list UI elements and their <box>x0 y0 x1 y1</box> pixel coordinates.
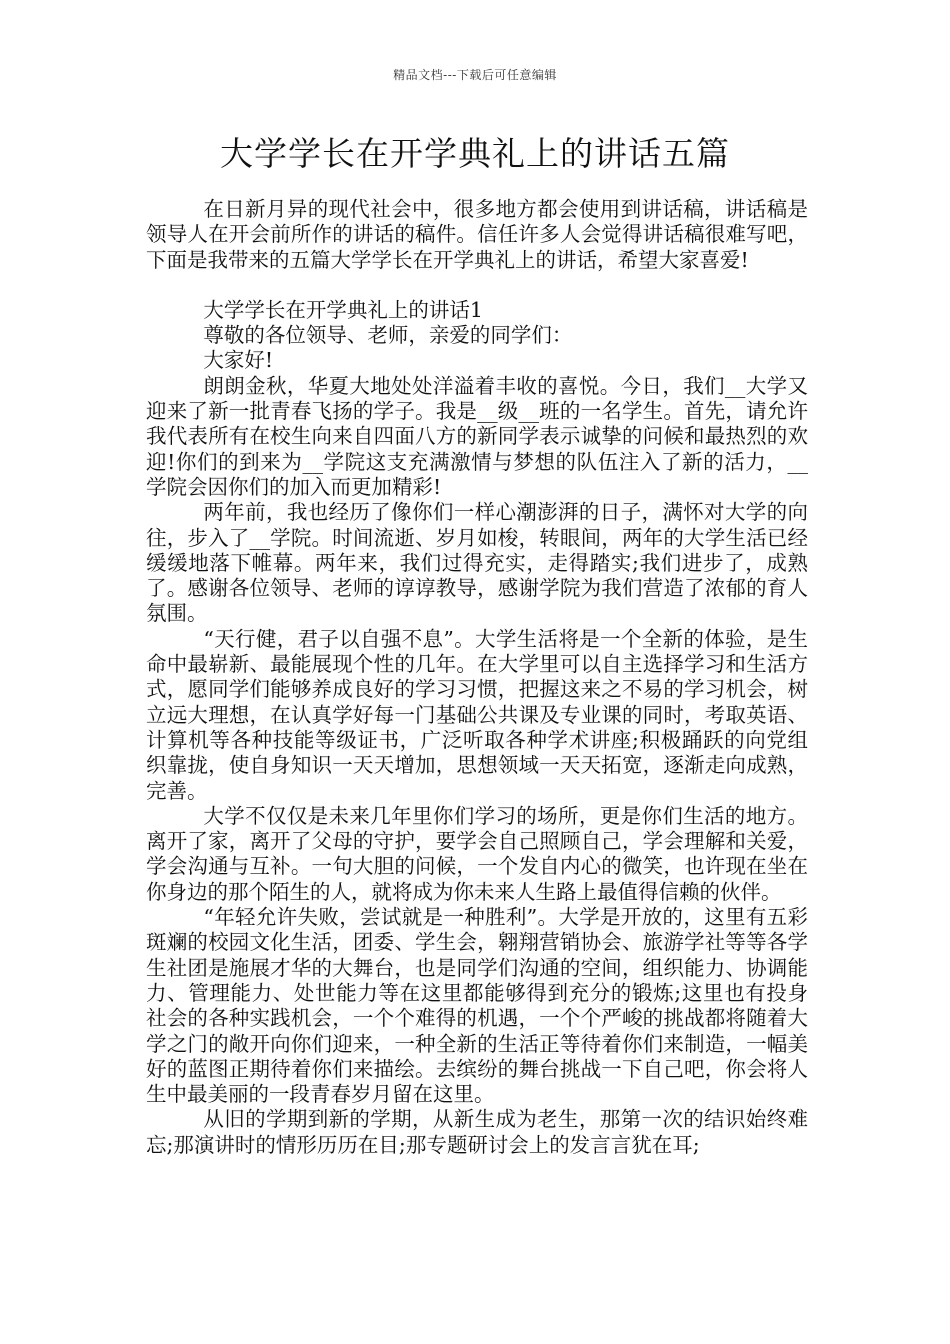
body-paragraph: “年轻允许失败，尝试就是一种胜利”。大学是开放的，这里有五彩斑斓的校园文化生活，团委、学生会，翱翔营销协会、旅游学社等等各学生社团是施展才华的大舞台，也是同学们沟通的空间，组织能力、协调能力、管理能力、处世能力等在这里都能够得到充分的锻炼;这里也有投身社会的各种实践机会，一个个难得的机遇，一个个严峻的挑战都将随着大学之门的敞开向你们迎来，一种全新的生活正等待着你们来制造，一幅美好的蓝图正期待着你们来描绘。去缤纷的舞台挑战一下自己吧，你会将人生中最美丽的一段青春岁月留在这里。 <box>146 905 808 1107</box>
header-note: 精品文档---下载后可任意编辑 <box>393 68 557 82</box>
document-title: 大学学长在开学典礼上的讲话五篇 <box>220 134 730 173</box>
intro-paragraph: 在日新月异的现代社会中，很多地方都会使用到讲话稿，讲话稿是领导人在开会前所作的讲话的稿件。信任许多人会觉得讲话稿很难写吧，下面是我带来的五篇大学学长在开学典礼上的讲话，希望大家喜爱! <box>146 197 808 272</box>
body-paragraph: 两年前，我也经历了像你们一样心潮澎湃的日子，满怀对大学的向往，步入了__学院。时间流逝、岁月如梭，转眼间，两年的大学生活已经缓缓地落下帷幕。两年来，我们过得充实，走得踏实;我们进步了，成熟了。感谢各位领导、老师的谆谆教导，感谢学院为我们营造了浓郁的育人氛围。 <box>146 500 808 626</box>
body-paragraph: 朗朗金秋，华夏大地处处洋溢着丰收的喜悦。今日，我们__大学又迎来了新一批青春飞扬的学子。我是__级__班的一名学生。首先，请允许我代表所有在校生向来自四面八方的新同学表示诚挚的问候和最热烈的欢迎!你们的到来为__学院这支充满激情与梦想的队伍注入了新的活力，__学院会因你们的加入而更加精彩! <box>146 373 808 499</box>
salutation: 尊敬的各位领导、老师，亲爱的同学们： <box>203 323 573 348</box>
greeting: 大家好! <box>203 348 274 373</box>
body-paragraph: “天行健，君子以自强不息”。大学生活将是一个全新的体验，是生命中最崭新、最能展现个性的几年。在大学里可以自主选择学习和生活方式，愿同学们能够养成良好的学习习惯，把握这来之不易的学习机会，树立远大理想，在认真学好每一门基础公共课及专业课的同时，考取英语、计算机等各种技能等级证书，广泛听取各种学术讲座;积极踊跃的向党组织靠拢，使自身知识一天天增加，思想领域一天天拓宽，逐渐走向成熟，完善。 <box>146 626 808 803</box>
body-paragraph: 从旧的学期到新的学期，从新生成为老生，那第一次的结识始终难忘;那演讲时的情形历历在目;那专题研讨会上的发言言犹在耳; <box>146 1107 808 1157</box>
speech-heading: 大学学长在开学典礼上的讲话1 <box>203 297 483 322</box>
document-body <box>146 197 808 1158</box>
body-paragraph: 大学不仅仅是未来几年里你们学习的场所，更是你们生活的地方。离开了家，离开了父母的守护，要学会自己照顾自己，学会理解和关爱，学会沟通与互补。一句大胆的问候，一个发自内心的微笑，也许现在坐在你身边的那个陌生的人，就将成为你未来人生路上最值得信赖的伙伴。 <box>146 803 808 904</box>
